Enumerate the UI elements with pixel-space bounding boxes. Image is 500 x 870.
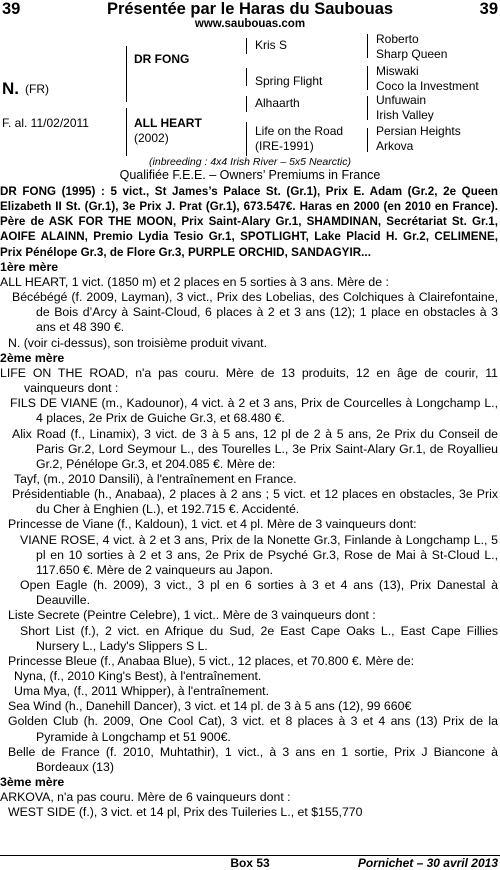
footer-box: Box 53: [230, 856, 270, 870]
produce-fils-de-viane: FILS DE VIANE (m., Kadounor), 4 vict. à 2 et 3 ans, Prix de Courcelles à Longchamp L., 4 places, 2e Prix de Guiche Gr.3, et 68.480 €.: [10, 396, 498, 426]
sire-sire: Kris S: [255, 38, 288, 52]
second-dam-intro: LIFE ON THE ROAD, n'a pas couru. Mère de 13 produits, 12 en âge de courir, 11 vainqueurs dont :: [0, 365, 498, 396]
dam-year: (2002): [134, 131, 169, 145]
lot-number-left: 39: [2, 0, 21, 18]
inbreeding-note: (inbreeding : 4x4 Irish River – 5x5 Nearctic): [149, 156, 351, 168]
sss: Roberto: [376, 32, 419, 46]
produce-presidentiable: Présidentiable (h., Anabaa), 2 places à 2 ans ; 5 vict. et 12 places en obstacles, 3e Prix du Cher à Enghien (L.), et 192.715 €. Accidenté.: [12, 487, 498, 517]
horse-birth: F. al. 11/02/2011: [2, 116, 89, 130]
produce-west-side: WEST SIDE (f.), 3 vict. et 14 pl, Prix des Tuileries L., et $155,770: [8, 805, 363, 820]
ssd: Sharp Queen: [376, 47, 448, 61]
sds: Miswaki: [376, 64, 419, 78]
dam-dam: Life on the Road: [255, 124, 344, 138]
produce-viane-rose: VIANE ROSE, 4 vict. à 2 et 3 ans, Prix de la Nonette Gr.3, Finlande à Longchamp L., 5 pl en 10 sorties à 2 et 3 ans, 2e Prix de Psyché Gr.3, Rose de Mai à St-Cloud L., 117.650 €. Mère de 2 vainqueurs au Japon.: [20, 532, 498, 577]
lot-number-right: 39: [479, 0, 498, 18]
catalog-body: [0, 184, 498, 821]
dss: Unfuwain: [376, 93, 427, 107]
dds: Persian Heights: [376, 124, 461, 138]
dam-sire: Alhaarth: [255, 96, 300, 110]
produce-princesse-de-viane: Princesse de Viane (f., Kaldoun), 1 vict. et 4 pl. Mère de 3 vainqueurs dont:: [8, 517, 417, 532]
website: www.saubouas.com: [194, 18, 306, 30]
dam-name: ALL HEART: [134, 116, 202, 130]
sire-dam: Spring Flight: [255, 74, 323, 88]
produce-tayf: Tayf, (m., 2010 Dansili), à l'entraînement en France.: [14, 471, 297, 486]
page-title: Présentée par le Haras du Saubouas: [106, 0, 394, 18]
section-third-dam: 3ème mère: [0, 775, 65, 790]
footer-venue-date: Pornichet – 30 avril 2013: [357, 856, 498, 870]
dsd: Irish Valley: [376, 108, 434, 122]
section-second-dam: 2ème mère: [0, 350, 65, 365]
produce-sea-wind: Sea Wind (h., Danehill Dancer), 3 vict. et 14 pl. de 3 à 5 ans (12), 99 660€: [8, 699, 412, 714]
qualification-note: Qualifiée F.E.E. – Owners’ Premiums in France: [119, 168, 381, 182]
horse-country: (FR): [25, 82, 49, 96]
produce-nyna: Nyna, (f., 2010 King's Best), à l'entraînement.: [14, 669, 262, 683]
section-first-dam: 1ère mère: [0, 259, 59, 274]
dam-dam-year: (IRE-1991): [255, 139, 314, 153]
produce-uma-mya: Uma Mya, (f., 2011 Whipper), à l'entraînement.: [14, 684, 269, 699]
horse-name: N.: [2, 79, 19, 98]
produce-liste-secrete: Liste Secrete (Peintre Celebre), 1 vict.. Mère de 3 vainqueurs dont :: [8, 608, 376, 623]
third-dam-intro: ARKOVA, n'a pas couru. Mère de 6 vainqueurs dont :: [0, 790, 291, 805]
sdd: Coco la Investment: [376, 79, 479, 93]
ddd: Arkova: [376, 139, 414, 153]
first-dam-produce-2: N. (voir ci-dessus), son troisième produit vivant.: [8, 335, 268, 350]
produce-princesse-bleue: Princesse Bleue (f., Anabaa Blue), 5 vict., 12 places, et 70.800 €. Mère de:: [8, 653, 415, 668]
produce-open-eagle: Open Eagle (h. 2009), 3 vict., 3 pl en 6 sorties à 3 et 4 ans (13), Prix Danestal à Deauville.: [20, 578, 498, 608]
sire-paragraph: DR FONG (1995) : 5 vict., St James’s Palace St. (Gr.1), Prix E. Adam (Gr.2, 2e Queen Elizabeth II St. (Gr.1), 3e Prix J. Prat (Gr.1), 673.547€. Haras en 2000 (en 2010 en France). Père de ASK FOR THE MOON, Prix Saint-Alary Gr.1, SHAMDINAN, Secrétariat St. Gr.1, AOIFE ALAINN, Premio Lydia Tesio Gr.1, SPOTLIGHT, Lake Placid H. Gr.2, CELIMENE, Prix Pénélope Gr.3, de Flore Gr.3, PURPLE ORCHID, SANDAGYIR...: [0, 185, 498, 259]
first-dam-produce-1: Bécébégé (f. 2009, Layman), 3 vict., Prix des Lobelias, des Colchiques à Clairefontaine, de Bois d’Arcy à Saint-Cloud, 6 places à 2 et 3 ans (12); 1 place en obstacles à 3 ans et 48 390 €.: [12, 290, 498, 335]
sire-name: DR FONG: [134, 52, 190, 66]
first-dam-intro: ALL HEART, 1 vict. (1850 m) et 2 places en 5 sorties à 3 ans. Mère de :: [0, 274, 389, 289]
produce-belle-de-france: Belle de France (f. 2010, Muhtathir), 1 vict., à 3 ans en 1 sortie, Prix J Biancone à Bordeaux (13): [8, 744, 498, 774]
produce-golden-club: Golden Club (h. 2009, One Cool Cat), 3 vict. et 8 places à 3 et 4 ans (13) Prix de la Pyramide à Longchamp et 51 900€.: [8, 714, 498, 744]
produce-alix-road: Alix Road (f., Linamix), 3 vict. de 3 à 5 ans, 12 pl de 2 à 5 ans, 2e Prix du Conseil de Paris Gr.2, Lord Seymour L., des Tourelles L., 3e Prix Saint-Alary Gr.1, de Royallieu Gr.2, Pénélope Gr.3, et 204.085 €. Mère de:: [12, 426, 498, 471]
produce-short-list: Short List (f.), 2 vict. en Afrique du Sud, 2e East Cape Oaks L., East Cape Fillies Nursery L., Lady's Slippers S L.: [20, 623, 498, 653]
